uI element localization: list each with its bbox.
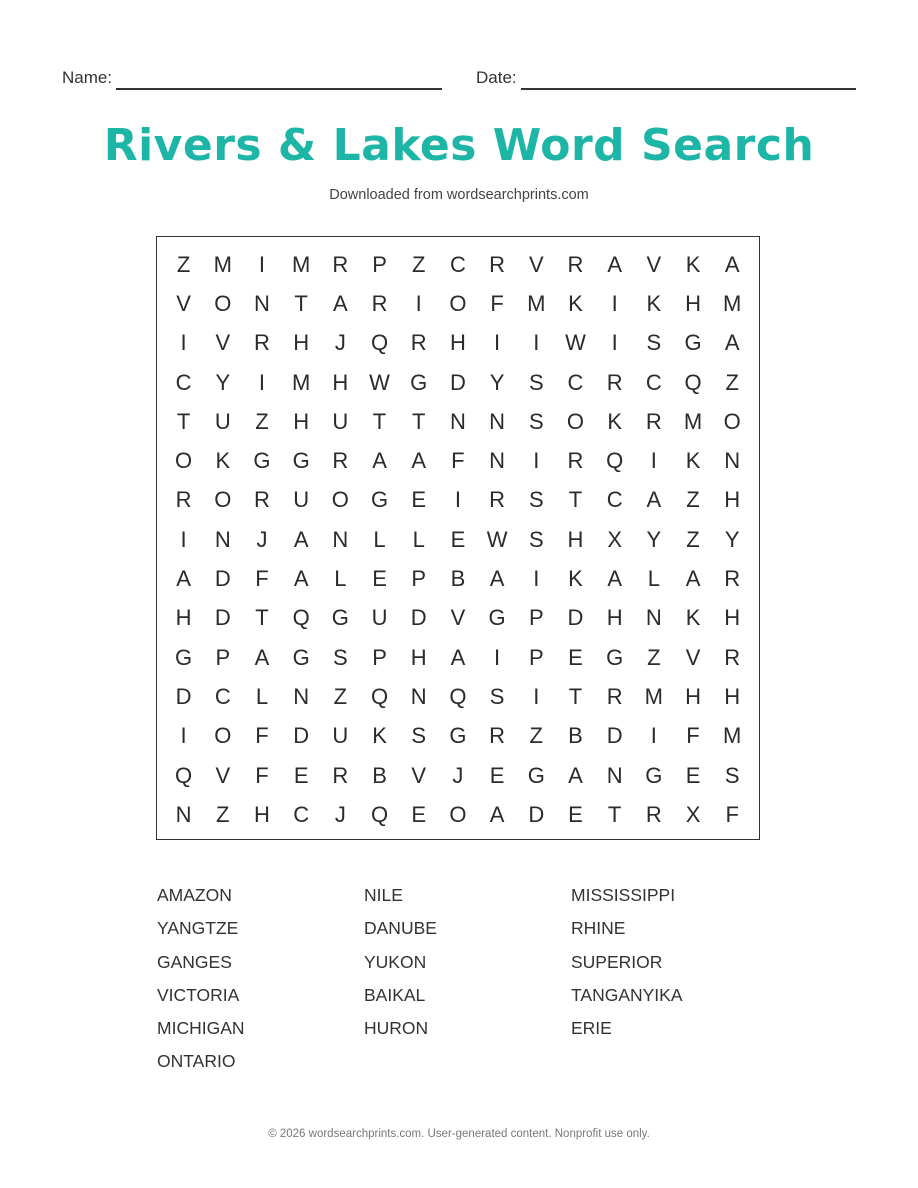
- word-list-item: ERIE: [571, 1018, 612, 1039]
- grid-cell[interactable]: I: [533, 330, 540, 356]
- grid-cell[interactable]: Z: [411, 251, 426, 277]
- grid-cell[interactable]: A: [607, 566, 622, 592]
- grid-cell[interactable]: I: [180, 526, 187, 552]
- grid-cell[interactable]: R: [175, 487, 192, 513]
- word-list-item: NILE: [364, 885, 403, 905]
- grid-cell[interactable]: S: [528, 369, 544, 395]
- grid-cell[interactable]: K: [372, 723, 387, 749]
- grid-cell[interactable]: H: [254, 801, 270, 827]
- grid-cell[interactable]: D: [214, 566, 231, 592]
- grid-cell[interactable]: T: [294, 290, 308, 316]
- grid-cell[interactable]: O: [723, 408, 741, 434]
- grid-cell[interactable]: G: [253, 448, 271, 474]
- date-field: [476, 66, 856, 90]
- grid-cell[interactable]: I: [258, 251, 266, 277]
- grid-cell[interactable]: M: [291, 369, 311, 395]
- grid-cell[interactable]: I: [180, 330, 187, 356]
- grid-cell[interactable]: S: [646, 330, 662, 356]
- grid-cells: [164, 245, 752, 834]
- grid-cell[interactable]: J: [334, 801, 346, 827]
- grid-cell[interactable]: D: [293, 723, 310, 749]
- grid-cell[interactable]: N: [449, 408, 466, 434]
- grid-cell[interactable]: G: [292, 644, 310, 670]
- grid-cell[interactable]: I: [454, 487, 461, 513]
- grid-cell[interactable]: R: [567, 251, 584, 277]
- word-list-item: BAIKAL: [364, 984, 426, 1005]
- word-list-item: ONTARIO: [157, 1051, 236, 1072]
- grid-cell[interactable]: Z: [255, 408, 269, 434]
- name-line: [116, 71, 442, 90]
- grid-cell[interactable]: K: [685, 251, 701, 277]
- grid-cell[interactable]: N: [606, 762, 623, 788]
- grid-cell[interactable]: R: [645, 801, 662, 827]
- grid-cell[interactable]: P: [528, 605, 544, 631]
- grid-cell[interactable]: X: [607, 526, 622, 552]
- grid-cell[interactable]: T: [255, 605, 269, 631]
- grid-cell[interactable]: L: [334, 566, 347, 592]
- word-list-item: RHINE: [571, 918, 626, 939]
- grid-cell[interactable]: R: [332, 251, 349, 277]
- grid-cell[interactable]: A: [450, 644, 466, 670]
- grid-cell[interactable]: O: [449, 290, 467, 316]
- grid-cell[interactable]: K: [646, 290, 662, 316]
- grid-cell[interactable]: J: [256, 526, 268, 552]
- grid-cell[interactable]: H: [685, 683, 701, 709]
- grid-cell[interactable]: P: [215, 644, 231, 670]
- grid-cell[interactable]: O: [175, 448, 193, 474]
- grid-cell[interactable]: A: [176, 566, 191, 592]
- grid-cell[interactable]: K: [607, 408, 622, 434]
- grid-cell[interactable]: F: [255, 566, 269, 592]
- page-subtitle: Downloaded from wordsearchprints.com: [329, 187, 589, 203]
- grid-cell[interactable]: G: [488, 605, 506, 631]
- grid-cell[interactable]: J: [452, 762, 464, 788]
- grid-cell[interactable]: O: [214, 723, 232, 749]
- grid-cell[interactable]: F: [490, 290, 504, 316]
- grid-cell[interactable]: V: [528, 251, 544, 277]
- footer: © 2026 wordsearchprints.com. User-generated content. Nonprofit use only.: [268, 1128, 650, 1140]
- grid-cell[interactable]: V: [176, 290, 191, 316]
- grid-cell[interactable]: S: [528, 408, 544, 434]
- grid-cell[interactable]: N: [254, 290, 270, 316]
- grid-cell[interactable]: B: [568, 723, 583, 749]
- grid-cell[interactable]: A: [293, 526, 309, 552]
- word-list-item: SUPERIOR: [571, 951, 663, 972]
- grid-cell[interactable]: R: [645, 408, 662, 434]
- grid-cell[interactable]: D: [214, 605, 231, 631]
- grid-cell[interactable]: A: [333, 290, 348, 316]
- grid-cell[interactable]: I: [258, 369, 266, 395]
- grid-cell[interactable]: M: [291, 251, 311, 277]
- grid-cell[interactable]: G: [370, 487, 389, 513]
- grid-cell[interactable]: U: [214, 408, 231, 434]
- grid-cell[interactable]: C: [606, 487, 623, 513]
- grid-cell[interactable]: E: [568, 801, 583, 827]
- grid-cell[interactable]: T: [176, 408, 191, 434]
- grid-cell[interactable]: Q: [606, 448, 624, 474]
- grid-cell[interactable]: R: [254, 487, 270, 513]
- grid-cell[interactable]: N: [489, 408, 506, 434]
- grid-cell[interactable]: V: [685, 644, 701, 670]
- grid-cell[interactable]: N: [214, 526, 231, 552]
- grid-cell[interactable]: A: [254, 644, 270, 670]
- header-fields: [62, 66, 856, 90]
- grid-cell[interactable]: H: [449, 330, 466, 356]
- grid-cell[interactable]: R: [332, 448, 349, 474]
- grid-cell[interactable]: R: [410, 330, 427, 356]
- grid-cell[interactable]: H: [175, 605, 192, 631]
- grid-cell[interactable]: R: [724, 644, 741, 670]
- grid-cell[interactable]: V: [646, 251, 662, 277]
- grid-cell[interactable]: I: [494, 330, 501, 356]
- page-title: Rivers & Lakes Word Search: [103, 120, 815, 171]
- grid-cell[interactable]: E: [411, 801, 427, 827]
- grid-cell[interactable]: L: [412, 526, 425, 552]
- grid-cell[interactable]: Q: [684, 369, 702, 395]
- grid-cell[interactable]: Z: [686, 526, 700, 552]
- grid-cell[interactable]: Z: [647, 644, 661, 670]
- name-label: Name:: [62, 68, 113, 87]
- grid-cell[interactable]: C: [214, 683, 231, 709]
- grid-cell[interactable]: L: [255, 683, 269, 709]
- grid-cell[interactable]: A: [607, 251, 622, 277]
- grid-cell[interactable]: F: [686, 723, 700, 749]
- grid-cell[interactable]: S: [411, 723, 427, 749]
- grid-cell[interactable]: S: [528, 487, 544, 513]
- word-list-item: YUKON: [364, 951, 427, 972]
- grid-cell[interactable]: R: [489, 251, 506, 277]
- grid-cell[interactable]: R: [254, 330, 270, 356]
- grid-cell[interactable]: F: [451, 448, 465, 474]
- grid-cell[interactable]: Y: [646, 526, 662, 552]
- grid-cell[interactable]: Q: [449, 683, 467, 709]
- word-list-item: VICTORIA: [157, 984, 240, 1005]
- grid-cell[interactable]: G: [527, 762, 545, 788]
- grid-cell[interactable]: C: [567, 369, 584, 395]
- grid-cell[interactable]: K: [685, 448, 701, 474]
- grid-cell[interactable]: M: [527, 290, 546, 316]
- grid-cell[interactable]: O: [566, 408, 585, 434]
- grid-cell[interactable]: I: [180, 723, 187, 749]
- grid-cell[interactable]: I: [611, 290, 618, 316]
- name-field: [62, 66, 442, 90]
- grid-cell[interactable]: N: [332, 526, 349, 552]
- word-list-item: GANGES: [157, 951, 232, 972]
- grid-cell[interactable]: M: [683, 408, 703, 434]
- grid-cell[interactable]: A: [646, 487, 662, 513]
- grid-cell[interactable]: D: [410, 605, 427, 631]
- grid-cell[interactable]: V: [215, 762, 231, 788]
- date-line: [521, 71, 856, 90]
- grid-cell[interactable]: E: [293, 762, 309, 788]
- grid-cell[interactable]: O: [214, 487, 232, 513]
- grid-cell[interactable]: N: [410, 683, 427, 709]
- grid-cell[interactable]: Q: [292, 605, 310, 631]
- grid-cell[interactable]: F: [725, 801, 739, 827]
- grid-cell[interactable]: T: [568, 683, 583, 709]
- grid-cell[interactable]: M: [723, 723, 742, 749]
- grid-cell[interactable]: C: [175, 369, 192, 395]
- grid-cell[interactable]: A: [724, 251, 740, 277]
- grid-cell[interactable]: Q: [175, 762, 193, 788]
- word-list: [157, 879, 777, 1079]
- grid-cell[interactable]: G: [175, 644, 193, 670]
- word-list-item: DANUBE: [364, 918, 437, 939]
- grid-cell[interactable]: R: [489, 723, 506, 749]
- grid-cell[interactable]: I: [611, 330, 618, 356]
- grid-cell[interactable]: P: [411, 566, 427, 592]
- grid-cell[interactable]: V: [411, 762, 427, 788]
- grid-cell[interactable]: N: [175, 801, 192, 827]
- grid-cell[interactable]: P: [372, 251, 387, 277]
- grid-cell[interactable]: I: [415, 290, 422, 316]
- grid-cell[interactable]: N: [293, 683, 310, 709]
- grid-cell[interactable]: E: [450, 526, 466, 552]
- grid-cell[interactable]: I: [533, 683, 540, 709]
- grid-cell[interactable]: R: [606, 369, 623, 395]
- word-list-item: MISSISSIPPI: [571, 885, 676, 905]
- grid-cell[interactable]: U: [371, 605, 388, 631]
- grid-cell[interactable]: C: [293, 801, 310, 827]
- grid-cell[interactable]: Y: [489, 369, 505, 395]
- grid-cell[interactable]: S: [528, 526, 544, 552]
- grid-cell[interactable]: G: [331, 605, 349, 631]
- grid-cell[interactable]: N: [489, 448, 506, 474]
- word-list-item: TANGANYIKA: [571, 984, 683, 1005]
- grid-cell[interactable]: Q: [370, 683, 389, 709]
- grid-cell[interactable]: T: [568, 487, 583, 513]
- grid-cell[interactable]: D: [449, 369, 466, 395]
- grid-cell[interactable]: Z: [529, 723, 543, 749]
- grid-cell[interactable]: E: [372, 566, 387, 592]
- grid-cell[interactable]: Z: [176, 251, 191, 277]
- grid-cell[interactable]: J: [334, 330, 346, 356]
- grid-cell[interactable]: U: [293, 487, 310, 513]
- grid-cell[interactable]: O: [214, 290, 232, 316]
- grid-cell[interactable]: T: [372, 408, 387, 434]
- grid-cell[interactable]: C: [645, 369, 662, 395]
- grid-cell[interactable]: H: [293, 408, 310, 434]
- grid-cell[interactable]: L: [647, 566, 660, 592]
- grid-cell[interactable]: V: [450, 605, 466, 631]
- grid-cell[interactable]: B: [372, 762, 387, 788]
- grid-cell[interactable]: L: [373, 526, 386, 552]
- grid-cell[interactable]: E: [411, 487, 427, 513]
- word-list-item: YANGTZE: [157, 918, 239, 939]
- grid-cell[interactable]: I: [494, 644, 501, 670]
- grid-cell[interactable]: A: [489, 566, 505, 592]
- grid-cell[interactable]: Z: [686, 487, 700, 513]
- grid-cell[interactable]: A: [685, 566, 701, 592]
- grid-cell[interactable]: H: [410, 644, 427, 670]
- grid-cell[interactable]: Y: [724, 526, 740, 552]
- grid-cell[interactable]: Q: [370, 330, 389, 356]
- grid-cell[interactable]: F: [255, 723, 269, 749]
- grid-cell[interactable]: K: [568, 566, 583, 592]
- grid-cell[interactable]: T: [411, 408, 426, 434]
- word-list-item: HURON: [364, 1018, 429, 1039]
- grid-cell[interactable]: N: [724, 448, 741, 474]
- grid-cell[interactable]: E: [685, 762, 701, 788]
- grid-cell[interactable]: F: [255, 762, 269, 788]
- word-list-item: MICHIGAN: [157, 1018, 245, 1039]
- grid-cell[interactable]: A: [724, 330, 740, 356]
- grid-cell[interactable]: M: [213, 251, 232, 277]
- grid-cell[interactable]: C: [449, 251, 466, 277]
- grid-cell[interactable]: I: [533, 566, 540, 592]
- grid-cell[interactable]: E: [489, 762, 505, 788]
- grid-cell[interactable]: V: [215, 330, 231, 356]
- grid-cell[interactable]: I: [650, 448, 657, 474]
- grid-cell[interactable]: H: [724, 605, 741, 631]
- word-list-item: AMAZON: [157, 885, 232, 905]
- date-label: Date:: [476, 68, 517, 87]
- grid-cell[interactable]: I: [650, 723, 657, 749]
- grid-cell[interactable]: O: [449, 801, 467, 827]
- grid-cell[interactable]: G: [606, 644, 624, 670]
- grid-cell[interactable]: G: [410, 369, 428, 395]
- grid-cell[interactable]: M: [644, 683, 663, 709]
- grid-cell[interactable]: S: [333, 644, 348, 670]
- grid-cell[interactable]: B: [450, 566, 466, 592]
- grid-cell[interactable]: G: [449, 723, 467, 749]
- grid-cell[interactable]: R: [724, 566, 741, 592]
- grid-cell[interactable]: Z: [725, 369, 739, 395]
- grid-cell[interactable]: S: [724, 762, 740, 788]
- grid-cell[interactable]: I: [533, 448, 540, 474]
- grid-cell[interactable]: A: [489, 801, 505, 827]
- grid-cell[interactable]: G: [645, 762, 663, 788]
- grid-cell[interactable]: Q: [370, 801, 389, 827]
- grid-cell[interactable]: Z: [333, 683, 348, 709]
- grid-cell[interactable]: H: [567, 526, 584, 552]
- word-search-grid: [156, 236, 760, 840]
- grid-cell[interactable]: H: [685, 290, 701, 316]
- grid-cell[interactable]: W: [486, 526, 508, 552]
- grid-cell[interactable]: K: [568, 290, 583, 316]
- grid-cell[interactable]: E: [568, 644, 583, 670]
- grid-cell[interactable]: O: [331, 487, 349, 513]
- grid-cell[interactable]: D: [567, 605, 584, 631]
- grid-cell[interactable]: H: [332, 369, 349, 395]
- grid-cell[interactable]: S: [489, 683, 505, 709]
- grid-cell[interactable]: A: [411, 448, 427, 474]
- grid-cell[interactable]: Z: [216, 801, 230, 827]
- grid-cell[interactable]: R: [332, 762, 349, 788]
- grid-cell[interactable]: R: [489, 487, 506, 513]
- grid-cell[interactable]: R: [606, 683, 623, 709]
- grid-cell[interactable]: A: [568, 762, 583, 788]
- grid-cell[interactable]: D: [528, 801, 545, 827]
- grid-cell[interactable]: W: [565, 330, 586, 356]
- grid-cell[interactable]: K: [215, 448, 231, 474]
- grid-cell[interactable]: T: [607, 801, 622, 827]
- grid-cell[interactable]: H: [293, 330, 310, 356]
- grid-cell[interactable]: W: [369, 369, 390, 395]
- grid-cell[interactable]: G: [292, 448, 310, 474]
- grid-cell[interactable]: U: [332, 723, 349, 749]
- grid-cell[interactable]: R: [371, 290, 388, 316]
- grid-cell[interactable]: U: [332, 408, 349, 434]
- grid-cell[interactable]: Y: [215, 369, 231, 395]
- grid-cell[interactable]: G: [684, 330, 702, 356]
- grid-cell[interactable]: D: [175, 683, 192, 709]
- grid-cell[interactable]: N: [645, 605, 662, 631]
- grid-cell[interactable]: H: [724, 683, 741, 709]
- grid-cell[interactable]: H: [606, 605, 623, 631]
- grid-cell[interactable]: P: [528, 644, 544, 670]
- grid-cell[interactable]: K: [685, 605, 701, 631]
- grid-cell[interactable]: D: [606, 723, 623, 749]
- grid-cell[interactable]: P: [372, 644, 387, 670]
- grid-cell[interactable]: M: [723, 290, 742, 316]
- grid-cell[interactable]: H: [724, 487, 741, 513]
- grid-cell[interactable]: X: [685, 801, 701, 827]
- grid-cell[interactable]: A: [372, 448, 387, 474]
- grid-cell[interactable]: A: [293, 566, 309, 592]
- grid-cell[interactable]: R: [567, 448, 584, 474]
